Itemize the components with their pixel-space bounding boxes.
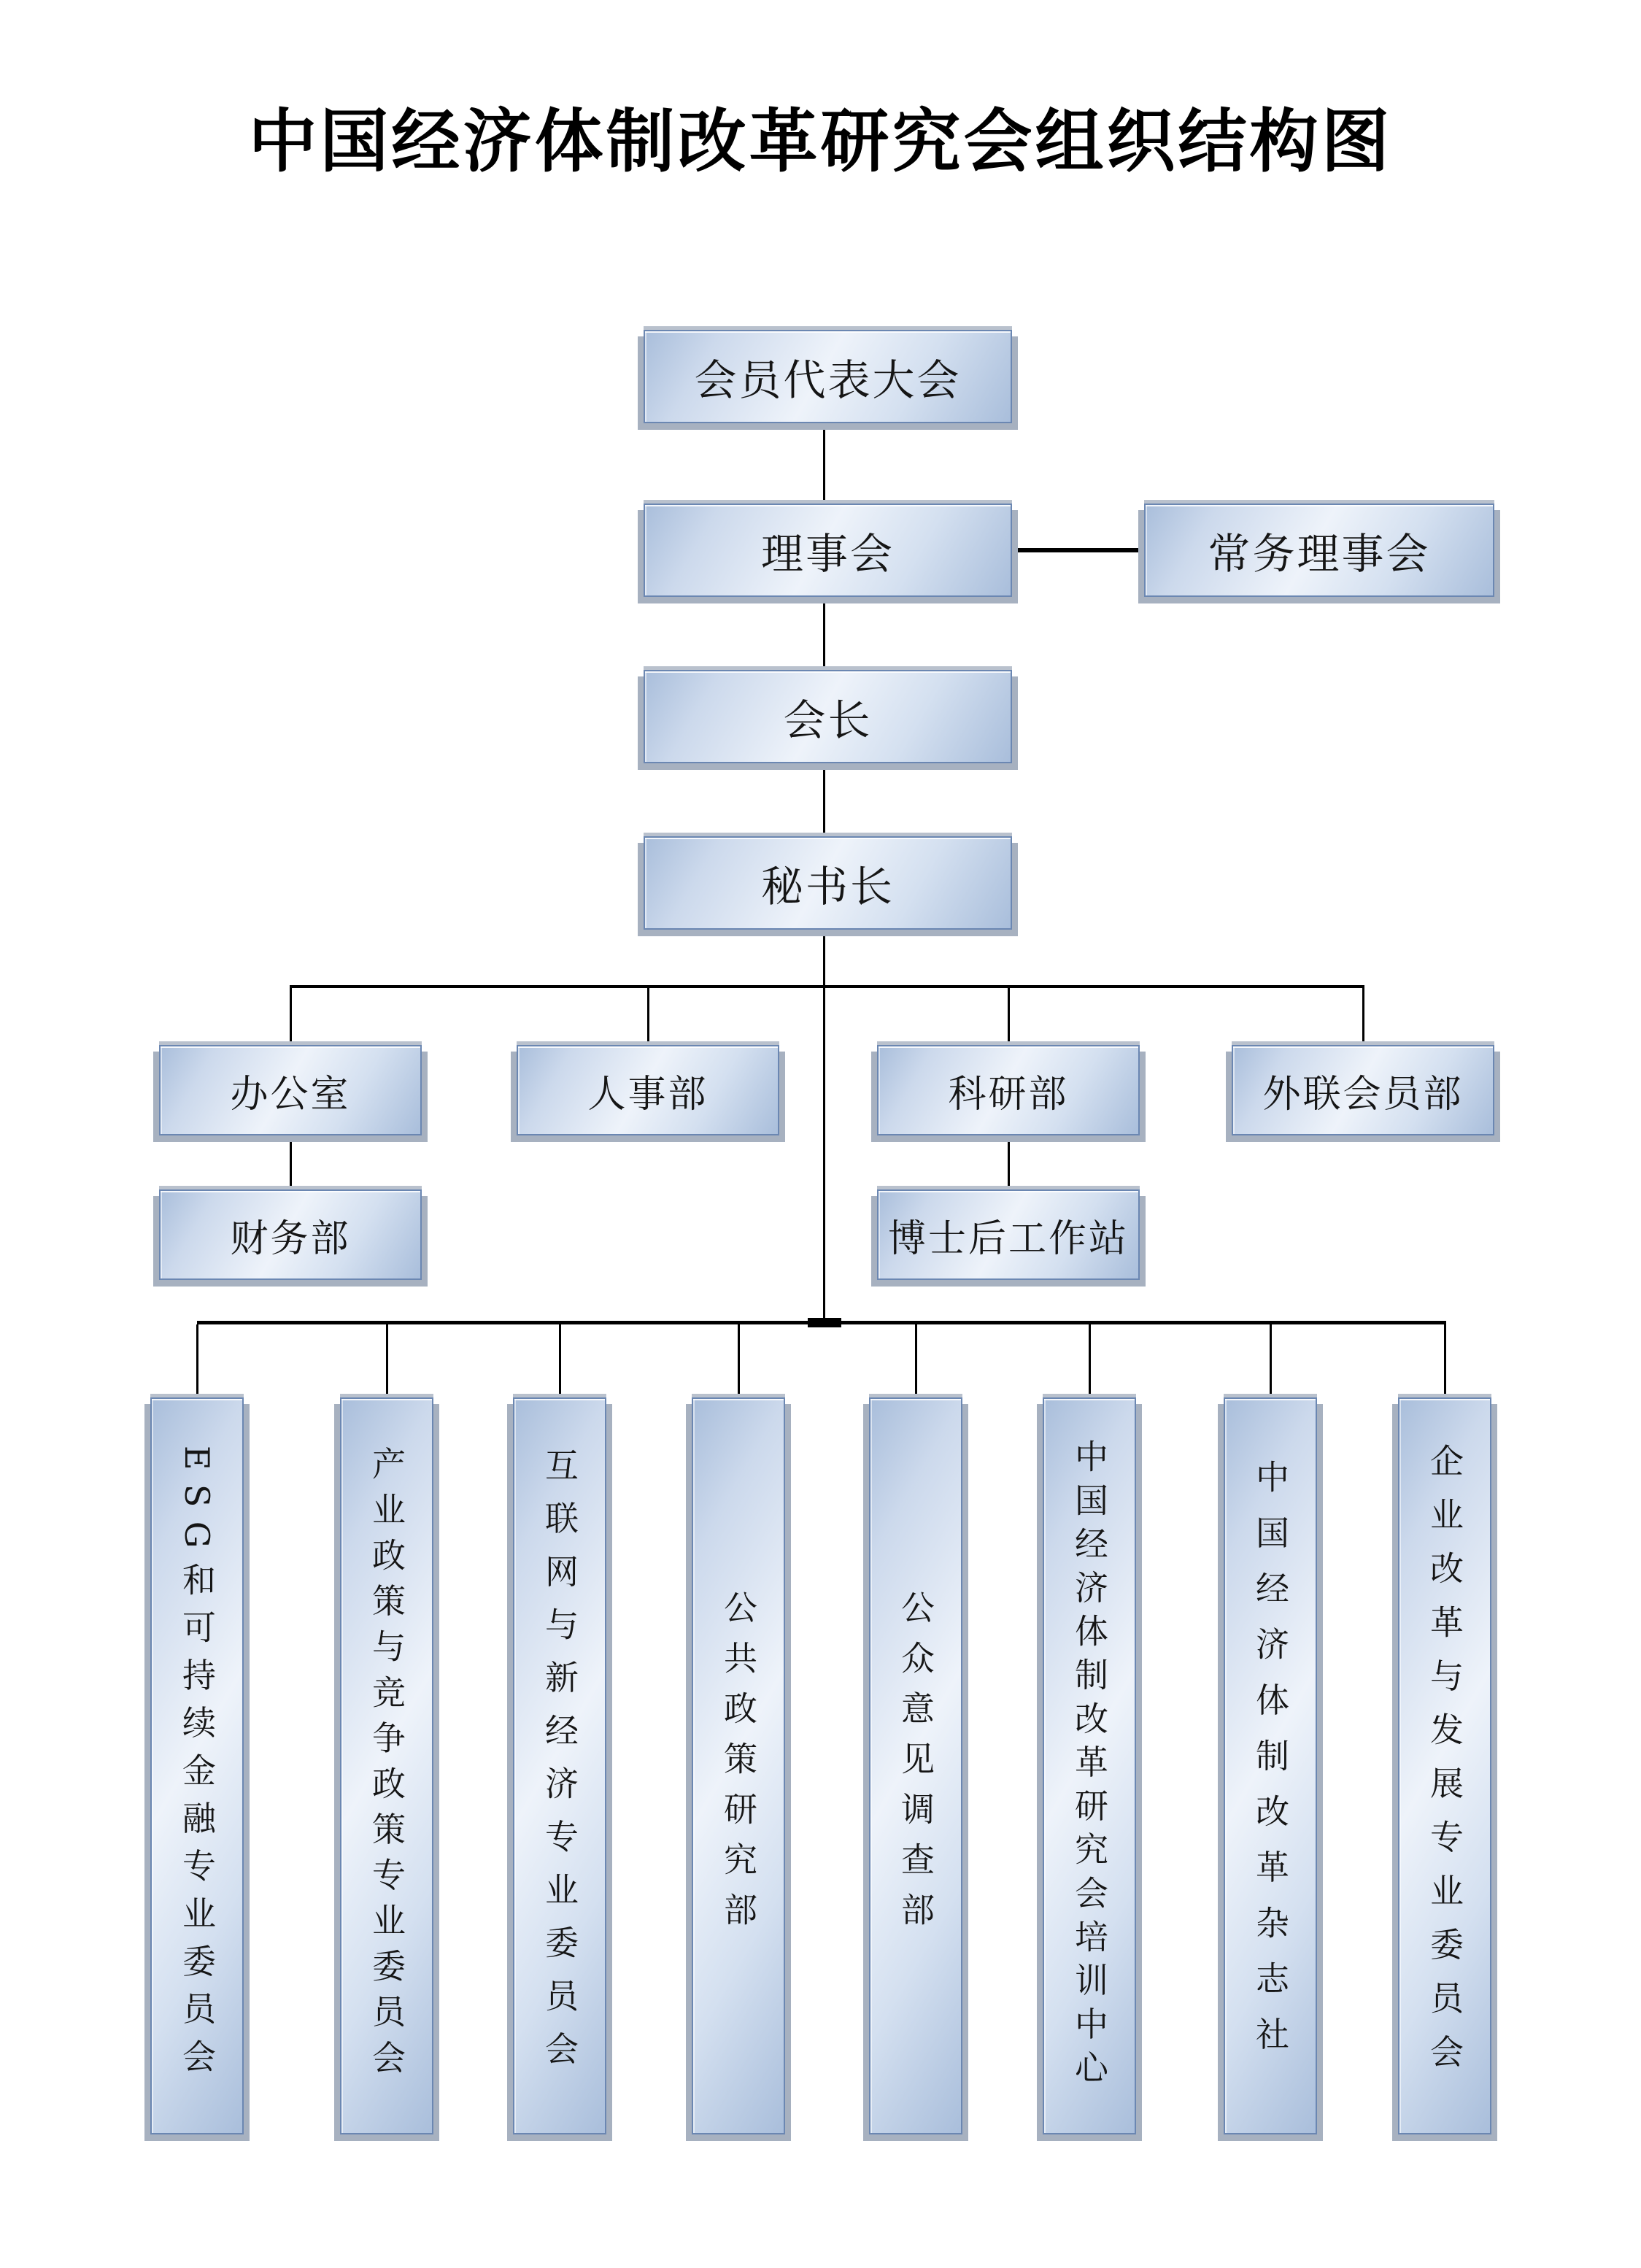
org-node-council	[644, 504, 1012, 597]
org-node-committee-enterprise-reform-development	[1398, 1397, 1491, 2134]
connector-president-secretary	[823, 763, 825, 836]
connector-branch1-office	[290, 985, 292, 1045]
connector-branch2-committee-5	[915, 1324, 917, 1397]
connector-branch1-liaison	[1362, 985, 1364, 1045]
connector-branch2-committee-6	[1089, 1324, 1091, 1397]
connector-council-president	[823, 597, 825, 670]
org-node-secretary-general	[644, 836, 1012, 930]
org-node-hr-label: 人事部	[587, 1072, 708, 1116]
org-node-public-policy-research-dept	[692, 1397, 785, 2134]
connector-research-postdoc	[1008, 1135, 1010, 1189]
org-node-committee-8-label: 企业改革与发展专业委员会	[1425, 1443, 1464, 2088]
org-node-office-label: 办公室	[230, 1072, 351, 1116]
branch1-horizontal-line	[290, 985, 1364, 988]
org-node-magazine-press	[1224, 1397, 1317, 2134]
org-node-liaison-membership-label: 外联会员部	[1262, 1072, 1464, 1116]
connector-branch2-committee-2	[386, 1324, 388, 1397]
connector-office-finance	[290, 1135, 292, 1189]
org-node-committee-7-label: 中国经济体制改革杂志社	[1251, 1459, 1290, 2072]
org-node-president	[644, 670, 1012, 763]
org-node-hr	[517, 1045, 779, 1135]
org-node-finance	[159, 1189, 422, 1280]
connector-secretary-trunk	[823, 930, 825, 1322]
connector-branch2-committee-4	[738, 1324, 740, 1397]
org-node-office	[159, 1045, 422, 1135]
org-node-standing-council-label: 常务理事会	[1208, 529, 1431, 579]
org-node-postdoc-station-label: 博士后工作站	[887, 1216, 1129, 1261]
org-node-finance-label: 财务部	[230, 1216, 351, 1261]
org-node-research	[877, 1045, 1140, 1135]
org-node-postdoc-station	[877, 1189, 1140, 1280]
org-node-committee-4-label: 公共政策研究部	[719, 1589, 758, 1943]
org-node-committee-5-label: 公众意见调查部	[896, 1589, 935, 1943]
org-node-training-center	[1043, 1397, 1136, 2134]
org-node-committee-industrial-competition-policy	[340, 1397, 433, 2134]
org-node-standing-council	[1144, 504, 1494, 597]
connector-branch2-committee-3	[559, 1324, 561, 1397]
org-node-assembly-label: 会员代表大会	[694, 355, 962, 405]
org-node-committee-6-label: 中国经济体制改革研究会培训中心	[1070, 1438, 1109, 2094]
connector-assembly-council	[823, 423, 825, 504]
connector-branch1-research	[1008, 985, 1010, 1045]
org-node-committee-internet-new-economy	[513, 1397, 606, 2134]
org-node-committee-esg-sustainable-finance	[150, 1397, 244, 2134]
org-node-public-opinion-survey-dept	[869, 1397, 962, 2134]
connector-branch2-committee-8	[1444, 1324, 1446, 1397]
connector-branch2-committee-1	[196, 1324, 198, 1397]
org-node-liaison-membership	[1232, 1045, 1494, 1135]
connector-branch2-committee-7	[1270, 1324, 1272, 1397]
org-node-committee-2-label: 产业政策与竞争政策专业委员会	[367, 1446, 406, 2086]
org-node-assembly	[644, 330, 1012, 423]
branch2-junction-knot	[808, 1318, 841, 1327]
connector-branch1-hr	[647, 985, 649, 1045]
org-node-research-label: 科研部	[948, 1072, 1069, 1116]
org-node-council-label: 理事会	[760, 529, 895, 579]
connector-council-standing	[1012, 548, 1144, 552]
org-node-president-label: 会长	[783, 695, 873, 745]
org-node-secretary-general-label: 秘书长	[760, 862, 895, 911]
chart-title: 中国经济体制改革研究会组织结构图	[248, 102, 1393, 182]
org-node-committee-3-label: 互联网与新经济专业委员会	[540, 1447, 579, 2085]
org-node-committee-1-label: ESG和可持续金融专业委员会	[177, 1445, 217, 2087]
